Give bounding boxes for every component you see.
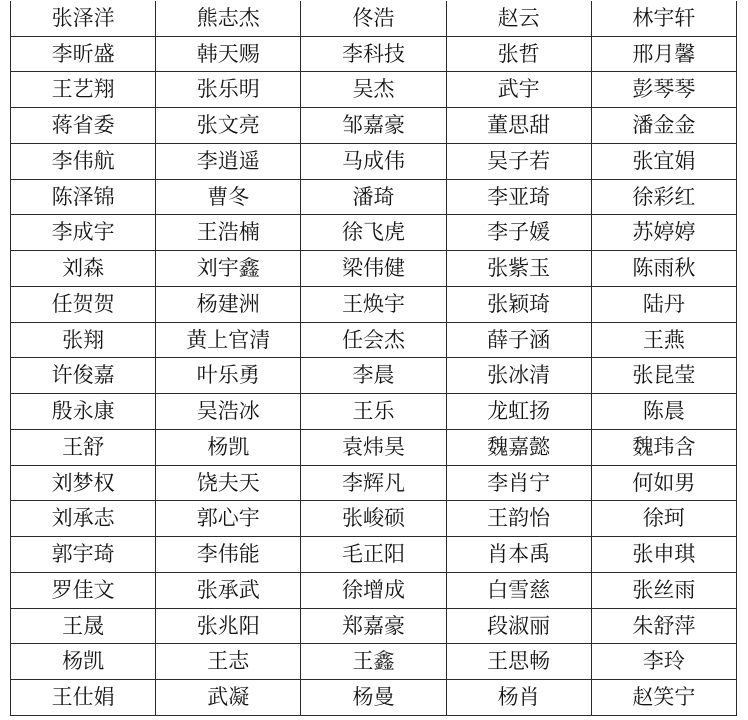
name-table-body bbox=[11, 1, 737, 716]
name-cell[interactable]: 王舒 bbox=[11, 429, 156, 465]
name-cell[interactable]: 马成伟 bbox=[301, 143, 446, 179]
name-cell[interactable]: 林宇轩 bbox=[591, 1, 736, 36]
name-cell[interactable]: 潘金金 bbox=[591, 108, 736, 144]
table-row bbox=[11, 108, 737, 144]
name-cell[interactable]: 徐飞虎 bbox=[301, 215, 446, 251]
name-cell[interactable]: 杨肖 bbox=[446, 680, 591, 716]
name-cell[interactable]: 王晟 bbox=[11, 608, 156, 644]
name-cell[interactable]: 龙虹扬 bbox=[446, 394, 591, 430]
name-cell[interactable]: 王浩楠 bbox=[156, 215, 301, 251]
name-cell[interactable]: 熊志杰 bbox=[156, 1, 301, 36]
name-cell[interactable]: 蒋省委 bbox=[11, 108, 156, 144]
name-cell[interactable]: 刘森 bbox=[11, 251, 156, 287]
name-cell[interactable]: 李亚琦 bbox=[446, 179, 591, 215]
name-cell[interactable]: 李晨 bbox=[301, 358, 446, 394]
name-cell[interactable]: 王仕娟 bbox=[11, 680, 156, 716]
name-cell[interactable]: 任会杰 bbox=[301, 322, 446, 358]
name-cell[interactable]: 陈泽锦 bbox=[11, 179, 156, 215]
name-cell[interactable]: 魏玮含 bbox=[591, 429, 736, 465]
name-cell[interactable]: 王鑫 bbox=[301, 644, 446, 680]
table-row bbox=[11, 215, 737, 251]
name-cell[interactable]: 武凝 bbox=[156, 680, 301, 716]
name-cell[interactable]: 刘承志 bbox=[11, 501, 156, 537]
name-cell[interactable]: 赵笑宁 bbox=[591, 680, 736, 716]
name-cell[interactable]: 何如男 bbox=[591, 465, 736, 501]
name-cell[interactable]: 朱舒萍 bbox=[591, 608, 736, 644]
name-cell[interactable]: 张翔 bbox=[11, 322, 156, 358]
name-cell[interactable]: 李子媛 bbox=[446, 215, 591, 251]
table-row bbox=[11, 572, 737, 608]
name-cell[interactable]: 杨凯 bbox=[156, 429, 301, 465]
table-row bbox=[11, 36, 737, 72]
name-cell[interactable]: 刘宇鑫 bbox=[156, 251, 301, 287]
name-cell[interactable]: 陈晨 bbox=[591, 394, 736, 430]
name-cell[interactable]: 刘梦权 bbox=[11, 465, 156, 501]
name-cell[interactable]: 徐增成 bbox=[301, 572, 446, 608]
name-cell[interactable]: 肖本禹 bbox=[446, 537, 591, 573]
name-cell[interactable]: 韩天赐 bbox=[156, 36, 301, 72]
table-row bbox=[11, 72, 737, 108]
name-cell[interactable]: 王焕宇 bbox=[301, 286, 446, 322]
name-cell[interactable]: 梁伟健 bbox=[301, 251, 446, 287]
name-cell[interactable]: 张紫玉 bbox=[446, 251, 591, 287]
name-cell[interactable]: 张丝雨 bbox=[591, 572, 736, 608]
table-row bbox=[11, 179, 737, 215]
name-cell[interactable]: 潘琦 bbox=[301, 179, 446, 215]
name-cell[interactable]: 郭宇琦 bbox=[11, 537, 156, 573]
name-cell[interactable]: 张昆莹 bbox=[591, 358, 736, 394]
name-table bbox=[10, 1, 737, 716]
name-cell[interactable]: 薛子涵 bbox=[446, 322, 591, 358]
table-row bbox=[11, 143, 737, 179]
name-cell[interactable]: 王思畅 bbox=[446, 644, 591, 680]
name-cell[interactable]: 张申琪 bbox=[591, 537, 736, 573]
name-cell[interactable]: 叶乐勇 bbox=[156, 358, 301, 394]
name-cell[interactable]: 陆丹 bbox=[591, 286, 736, 322]
table-row bbox=[11, 394, 737, 430]
table-row bbox=[11, 680, 737, 716]
name-cell[interactable]: 邢月馨 bbox=[591, 36, 736, 72]
name-cell[interactable]: 张冰清 bbox=[446, 358, 591, 394]
name-cell[interactable]: 张乐明 bbox=[156, 72, 301, 108]
name-cell[interactable]: 王燕 bbox=[591, 322, 736, 358]
table-row bbox=[11, 537, 737, 573]
name-cell[interactable]: 殷永康 bbox=[11, 394, 156, 430]
name-cell[interactable]: 王韵怡 bbox=[446, 501, 591, 537]
name-cell[interactable]: 许俊嘉 bbox=[11, 358, 156, 394]
name-cell[interactable]: 李伟航 bbox=[11, 143, 156, 179]
table-row bbox=[11, 286, 737, 322]
name-cell[interactable]: 邹嘉豪 bbox=[301, 108, 446, 144]
name-cell[interactable]: 吴子若 bbox=[446, 143, 591, 179]
name-cell[interactable]: 张峻硕 bbox=[301, 501, 446, 537]
name-cell[interactable]: 饶夫天 bbox=[156, 465, 301, 501]
name-cell[interactable]: 武宇 bbox=[446, 72, 591, 108]
name-cell[interactable]: 张泽洋 bbox=[11, 1, 156, 36]
name-cell[interactable]: 郑嘉豪 bbox=[301, 608, 446, 644]
table-row bbox=[11, 1, 737, 36]
name-cell[interactable]: 李肖宁 bbox=[446, 465, 591, 501]
name-cell[interactable]: 段淑丽 bbox=[446, 608, 591, 644]
name-cell[interactable]: 佟浩 bbox=[301, 1, 446, 36]
name-cell[interactable]: 王艺翔 bbox=[11, 72, 156, 108]
name-cell[interactable]: 张颖琦 bbox=[446, 286, 591, 322]
name-cell[interactable]: 张宜娟 bbox=[591, 143, 736, 179]
table-row bbox=[11, 429, 737, 465]
name-cell[interactable]: 白雪慈 bbox=[446, 572, 591, 608]
name-cell[interactable]: 李昕盛 bbox=[11, 36, 156, 72]
name-cell[interactable]: 黄上官清 bbox=[156, 322, 301, 358]
name-cell[interactable]: 张承武 bbox=[156, 572, 301, 608]
name-cell[interactable]: 董思甜 bbox=[446, 108, 591, 144]
name-cell[interactable]: 李成宇 bbox=[11, 215, 156, 251]
name-cell[interactable]: 李玲 bbox=[591, 644, 736, 680]
name-cell[interactable]: 李辉凡 bbox=[301, 465, 446, 501]
name-cell[interactable]: 张文亮 bbox=[156, 108, 301, 144]
name-cell[interactable]: 魏嘉懿 bbox=[446, 429, 591, 465]
name-cell[interactable]: 赵云 bbox=[446, 1, 591, 36]
table-row bbox=[11, 644, 737, 680]
table-row bbox=[11, 251, 737, 287]
name-cell[interactable]: 郭心宇 bbox=[156, 501, 301, 537]
table-row bbox=[11, 358, 737, 394]
name-cell[interactable]: 李伟能 bbox=[156, 537, 301, 573]
name-cell[interactable]: 张哲 bbox=[446, 36, 591, 72]
table-row bbox=[11, 608, 737, 644]
name-cell[interactable]: 李科技 bbox=[301, 36, 446, 72]
name-cell[interactable]: 王乐 bbox=[301, 394, 446, 430]
name-cell[interactable]: 吴浩冰 bbox=[156, 394, 301, 430]
name-cell[interactable]: 任贺贺 bbox=[11, 286, 156, 322]
name-cell[interactable]: 徐彩红 bbox=[591, 179, 736, 215]
name-cell[interactable]: 曹冬 bbox=[156, 179, 301, 215]
name-cell[interactable]: 陈雨秋 bbox=[591, 251, 736, 287]
table-row bbox=[11, 465, 737, 501]
name-cell[interactable]: 彭琴琴 bbox=[591, 72, 736, 108]
name-cell[interactable]: 袁炜昊 bbox=[301, 429, 446, 465]
name-cell[interactable]: 杨建洲 bbox=[156, 286, 301, 322]
name-cell[interactable]: 李逍遥 bbox=[156, 143, 301, 179]
name-cell[interactable]: 王志 bbox=[156, 644, 301, 680]
name-cell[interactable]: 杨凯 bbox=[11, 644, 156, 680]
table-row bbox=[11, 322, 737, 358]
name-cell[interactable]: 吴杰 bbox=[301, 72, 446, 108]
name-cell[interactable]: 毛正阳 bbox=[301, 537, 446, 573]
name-cell[interactable]: 张兆阳 bbox=[156, 608, 301, 644]
name-cell[interactable]: 徐珂 bbox=[591, 501, 736, 537]
table-row bbox=[11, 501, 737, 537]
name-cell[interactable]: 杨曼 bbox=[301, 680, 446, 716]
name-cell[interactable]: 苏婷婷 bbox=[591, 215, 736, 251]
name-cell[interactable]: 罗佳文 bbox=[11, 572, 156, 608]
